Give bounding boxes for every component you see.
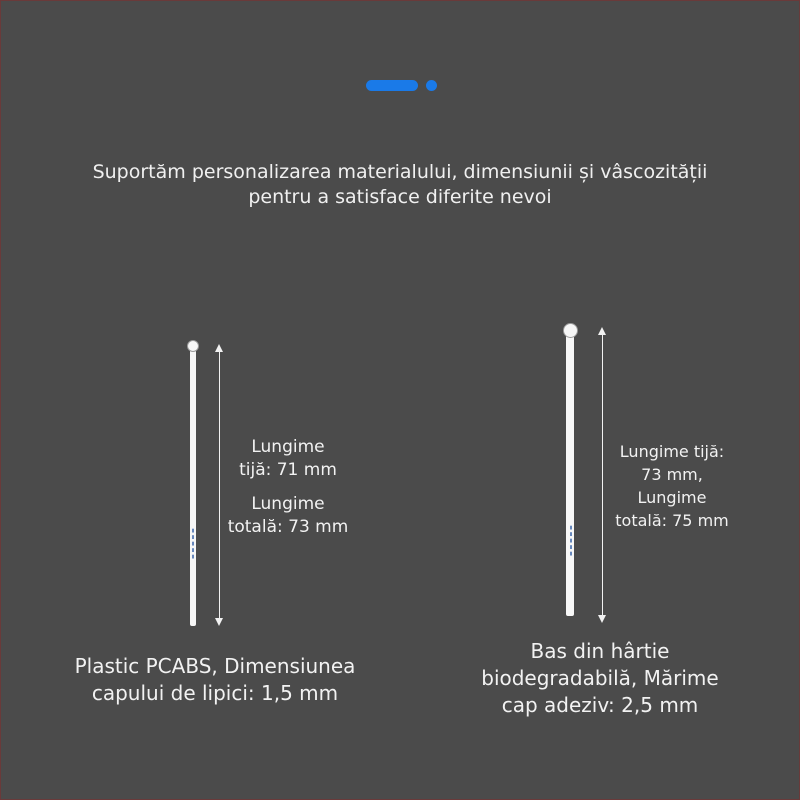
swab-tip-paper <box>563 323 578 338</box>
stick-length-label-plastic <box>221 436 355 482</box>
length-label-line-3: Lungime <box>637 488 707 507</box>
dimension-line-plastic <box>219 350 220 620</box>
swab-print-plastic: ▮▮▮▮▮ <box>190 528 196 561</box>
carousel-dot-active[interactable] <box>366 80 418 91</box>
headline <box>0 160 800 210</box>
dimension-line-paper <box>602 333 603 617</box>
swab-tip-plastic <box>187 340 199 352</box>
arrow-down-icon <box>215 618 223 626</box>
caption-plastic <box>40 653 390 707</box>
caption-line-2: capului de lipici: 1,5 mm <box>91 681 339 705</box>
swab-print-paper: ▮▮▮▮▮ <box>568 525 574 558</box>
carousel-dot[interactable] <box>426 80 437 91</box>
caption-line-2: biodegradabilă, Mărime <box>481 666 719 690</box>
total-length-label-plastic <box>221 493 355 539</box>
carousel-indicator <box>0 80 800 92</box>
arrow-down-icon <box>598 615 606 623</box>
swab-stick-paper <box>566 330 574 616</box>
headline-line-1: Suportăm personalizarea materialului, dimensiunii și vâscozității <box>92 161 708 183</box>
stick-length-label-line-1: Lungime <box>251 437 325 457</box>
length-label-line-4: totală: 75 mm <box>615 511 729 530</box>
length-label-line-1: Lungime tijă: <box>619 442 725 461</box>
caption-line-1: Bas din hârtie <box>530 639 670 663</box>
total-length-label-line-1: Lungime <box>251 494 325 514</box>
caption-paper <box>430 638 770 719</box>
caption-line-1: Plastic PCABS, Dimensiunea <box>74 654 356 678</box>
stick-length-label-line-2: tijă: 71 mm <box>239 460 337 480</box>
length-label-line-2: 73 mm, <box>641 465 703 484</box>
caption-line-3: cap adeziv: 2,5 mm <box>501 693 699 717</box>
total-length-label-line-2: totală: 73 mm <box>227 517 349 537</box>
swab-stick-plastic <box>190 346 196 626</box>
length-label-paper <box>606 440 738 532</box>
headline-line-2: pentru a satisface diferite nevoi <box>248 186 552 208</box>
